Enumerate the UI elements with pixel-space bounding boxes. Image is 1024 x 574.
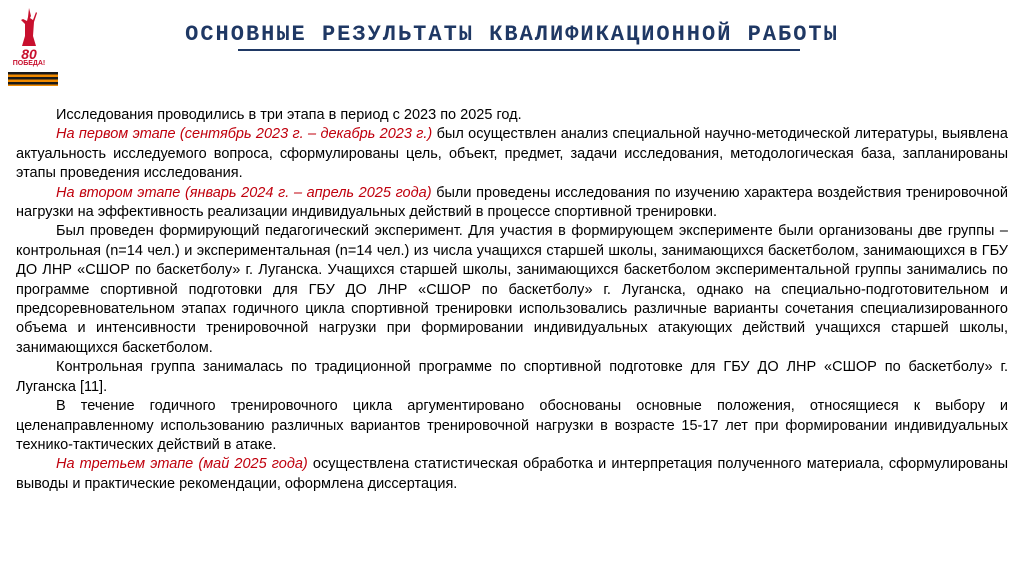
stage-3-heading: На третьем этапе (май 2025 года) [56,456,308,473]
title-underline [238,49,800,51]
paragraph-intro: Исследования проводились в три этапа в период с 2023 по 2025 год. [56,107,522,123]
paragraph-stage-2: На втором этапе (январь 2024 г. – апрель 2025 года) были проведены исследования по изучению характера воздействия тренировочной нагрузки на эффективность реализации индивидуальных действий в процессе спортивной тренировки. [16,184,1009,221]
paragraph-stage-1: На первом этапе (сентябрь 2023 г. – декабрь 2023 г.) был осуществлен анализ специальной научно-методической литературы, выявлена актуальность исследуемого вопроса, сформулированы цель, объект, предмет, задачи исследования, методологическая база, запланированы этапы проведения исследования. [16,126,1009,182]
logo-number: 80 [21,46,37,62]
stage-1-heading: На первом этапе (сентябрь 2023 г. – декабрь 2023 г.) [56,126,433,143]
st-george-ribbon [8,72,58,86]
paragraph-cycle: В течение годичного тренировочного цикла аргументировано обоснованы основные положения, относящиеся к выбору и целенаправленному использованию различных вариантов тренировочной нагрузки в возрасте 15-17 лет при формировании индивидуальных технико-тактических действий в атаке. [16,398,1008,453]
page-title: ОСНОВНЫЕ РЕЗУЛЬТАТЫ КВАЛИФИКАЦИОННОЙ РАБОТЫ [185,22,839,47]
paragraph-stage-3: На третьем этапе (май 2025 года) осуществлена статистическая обработка и интерпретация полученного материала, сформулированы выводы и практические рекомендации, оформлена диссертация. [16,456,1008,492]
content-body [16,106,1008,494]
stage-2-heading: На втором этапе (январь 2024 г. – апрель 2025 года) [56,184,432,201]
logo-word: ПОБЕДА! [12,60,46,67]
paragraph-experiment: Был проведен формирующий педагогический эксперимент. Для участия в формирующем эксперименте были организованы две группы – контрольная (n=14 чел.) и экспериментальная (n=14 чел.) из числа учащихся старшей школы, занимающихся баскетболом, занимающихся в ГБУ ДО ЛНР «СШОР по баскетболу» г. Луганска. Учащихся старшей школы, занимающихся баскетболом экспериментальной группы занимались по программе спортивной подготовки для ГБУ ДО ЛНР «СШОР по баскетболу» г. Луганска, однако на специально-подготовительном и предсоревновательном этапах годичного цикла спортивной тренировки использовались различные варианты сочетания специализированного объема и интенсивности тренировочной нагрузки при формировании индивидуальных атакующих действий учащихся старшей школы, занимающихся баскетболом. [16,223,1008,356]
paragraph-control-group: Контрольная группа занималась по традиционной программе по спортивной подготовке для ГБУ ДО ЛНР «СШОР по баскетболу» г. Луганска [11]. [16,359,1008,395]
